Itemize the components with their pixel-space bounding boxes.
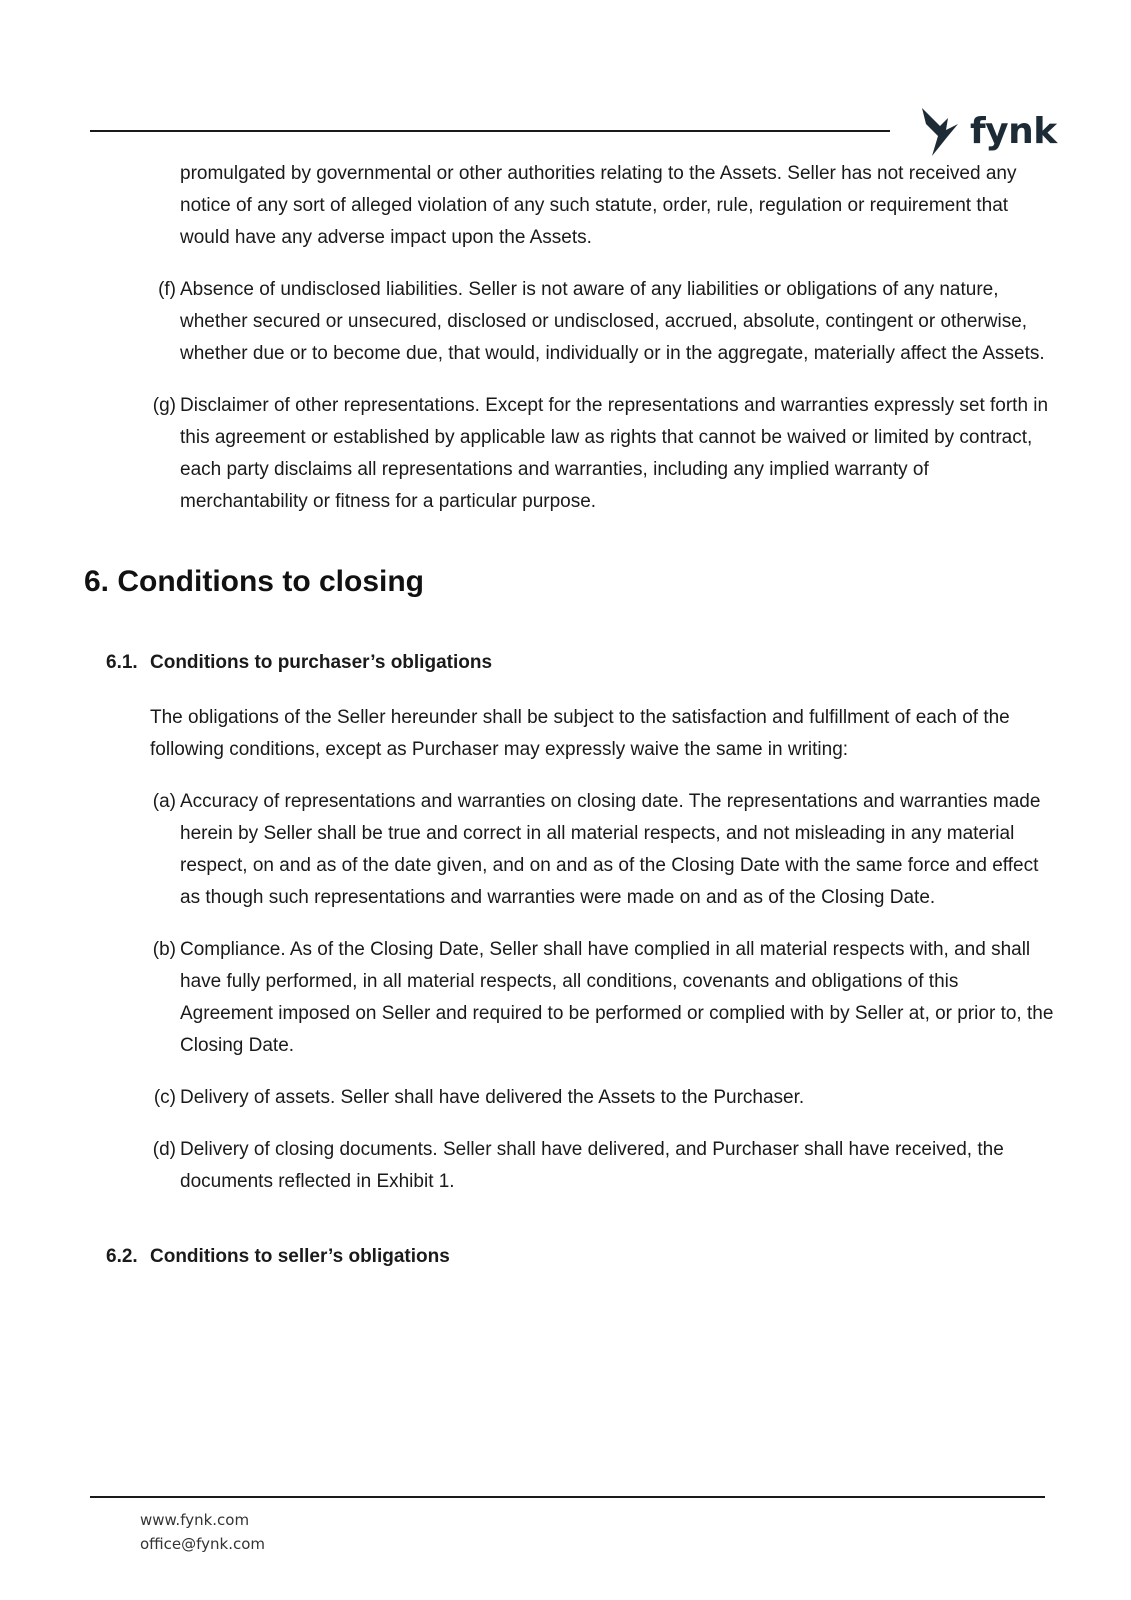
subsection-heading: Conditions to purchaser’s obligations <box>150 652 493 673</box>
logo-text: fynk <box>970 110 1057 152</box>
clause-text: Accuracy of representations and warranties on closing date. The representations and warranties made herein by Seller shall be true and correct in all material respects, and not misleading in any material respect, on and as of the date given, and on and as of the Closing Date with the same force and effect as though such representations and warranties were made on and as of the Closing Date. <box>180 791 1041 908</box>
continued-paragraph: promulgated by governmental or other authorities relating to the Assets. Seller has not received any notice of any sort of alleged violation of any such statute, order, rule, regulation or requirement that would have any adverse impact upon the Assets. <box>180 163 1017 248</box>
footer-website: www.fynk.com <box>140 1511 250 1529</box>
header-divider <box>90 130 890 132</box>
clause-item-c <box>84 1082 1054 1114</box>
subsection-heading: Conditions to seller’s obligations <box>150 1246 450 1267</box>
clause-text: Delivery of assets. Seller shall have delivered the Assets to the Purchaser. <box>180 1087 805 1108</box>
clause-text: Disclaimer of other representations. Except for the representations and warranties expressly set forth in this agreement or established by applicable law as rights that cannot be waived or limited by contract, each party disclaims all representations and warranties, including any implied warranty of merchantability or fitness for a particular purpose. <box>180 395 1049 512</box>
clause-item-b <box>84 934 1054 1062</box>
clause-label: (c) <box>153 1087 176 1108</box>
section-title: 6. Conditions to closing <box>84 565 424 598</box>
subsection-number: 6.2. <box>106 1246 138 1267</box>
subsection-intro: The obligations of the Seller hereunder shall be subject to the satisfaction and fulfillment of each of the following conditions, except as Purchaser may expressly waive the same in writing: <box>150 707 1010 760</box>
footer-divider <box>90 1496 1045 1498</box>
footer-email: office@fynk.com <box>140 1535 266 1553</box>
fynk-logo <box>918 104 1057 158</box>
clause-text: Absence of undisclosed liabilities. Seller is not aware of any liabilities or obligations of any nature, whether secured or unsecured, disclosed or undisclosed, accrued, absolute, contingent or otherwise, whether due or to become due, that would, individually or in the aggregate, materially affect the Assets. <box>180 279 1045 364</box>
clause-label: (b) <box>152 939 176 960</box>
document-body <box>84 158 1054 1270</box>
subsection-number: 6.1. <box>106 652 138 673</box>
clause-label: (g) <box>152 395 176 416</box>
clause-label: (d) <box>152 1139 176 1160</box>
subsection-title-6-1 <box>84 650 1054 676</box>
clause-text: Delivery of closing documents. Seller shall have delivered, and Purchaser shall have received, the documents reflected in Exhibit 1. <box>180 1139 1004 1192</box>
clause-item-a <box>84 786 1054 914</box>
clause-item-g <box>84 390 1054 518</box>
bird-logo-icon <box>918 104 964 158</box>
clause-item-f <box>84 274 1054 370</box>
clause-text: Compliance. As of the Closing Date, Seller shall have complied in all material respects with, and shall have fully performed, in all material respects, all conditions, covenants and obligations of this Agreement imposed on Seller and required to be performed or complied with by Seller at, or prior to, the Closing Date. <box>180 939 1054 1056</box>
footer <box>140 1508 265 1556</box>
clause-label: (a) <box>152 791 176 812</box>
clause-item-d <box>84 1134 1054 1198</box>
subsection-title-6-2 <box>84 1244 1054 1270</box>
clause-label: (f) <box>158 279 176 300</box>
